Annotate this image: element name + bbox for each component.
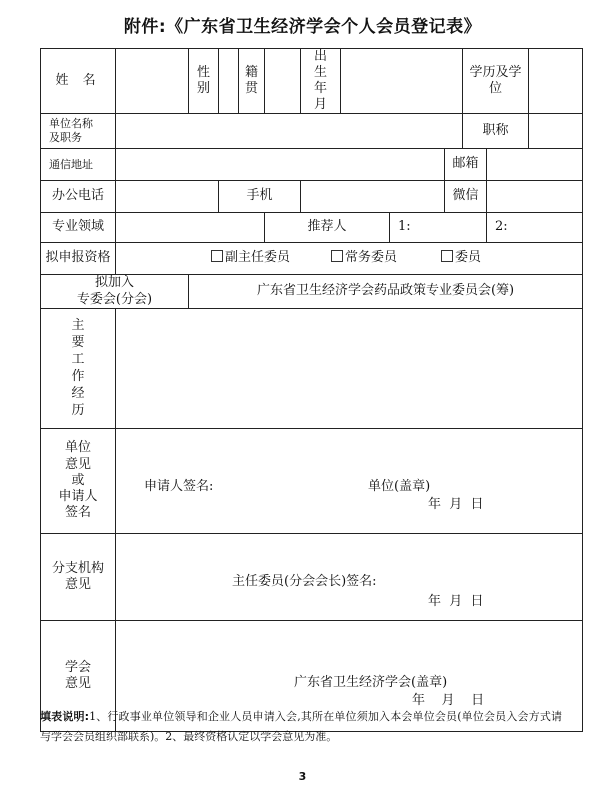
- field-label: 专业领域: [41, 213, 116, 243]
- unit-opinion-line: 或: [71, 472, 85, 488]
- office-phone-label: 办公电话: [41, 181, 116, 213]
- unit-opinion-field[interactable]: [116, 429, 583, 534]
- referrer-label: 推荐人: [265, 213, 390, 243]
- origin-field[interactable]: [265, 49, 301, 114]
- origin-label: 籍贯: [239, 49, 265, 114]
- unit-opinion-label: [41, 429, 116, 534]
- branch-opinion-line: 意见: [65, 577, 92, 592]
- name-label: 姓 名: [41, 49, 116, 114]
- experience-char: 工: [71, 352, 85, 368]
- committee-label-line-1: 拟加入: [95, 275, 135, 291]
- mobile-field[interactable]: [301, 181, 445, 213]
- postcode-field[interactable]: [487, 149, 583, 181]
- birth-field[interactable]: [341, 49, 463, 114]
- option-standing-member-label: 常务委员: [345, 250, 398, 266]
- option-standing-member[interactable]: [331, 250, 441, 266]
- note-text: 1、行政事业单位领导和企业人员申请入会,其所在单位须加入本会单位会员(单位会员入会方式请与学会会员组织部联系)。2、最终资格认定以学会意见为准。: [40, 710, 562, 743]
- address-label: 通信地址: [41, 149, 116, 181]
- option-member[interactable]: [441, 250, 511, 266]
- field-field[interactable]: [116, 213, 265, 243]
- title-field[interactable]: [529, 114, 583, 149]
- wechat-field[interactable]: [487, 181, 583, 213]
- name-field[interactable]: [116, 49, 189, 114]
- postcode-label: 邮箱: [445, 149, 487, 181]
- member-registration-form: [40, 48, 583, 732]
- experience-char: 主: [71, 318, 85, 334]
- unit-opinion-line: 单位: [65, 440, 92, 456]
- experience-char: 要: [71, 335, 85, 351]
- experience-char: 作: [71, 369, 85, 385]
- education-field[interactable]: [529, 49, 583, 114]
- unit-label-line-2: 及职务: [49, 131, 82, 144]
- gender-field[interactable]: [219, 49, 239, 114]
- filling-instructions: [40, 707, 562, 747]
- document-title: 附件:《广东省卫生经济学会个人会员登记表》: [123, 17, 482, 37]
- society-opinion-line: 意见: [65, 676, 92, 691]
- experience-char: 历: [71, 403, 85, 419]
- checkbox-icon: [331, 250, 343, 262]
- society-opinion-line: 学会: [65, 659, 92, 675]
- branch-opinion-line: 分支机构: [52, 560, 105, 576]
- office-phone-field[interactable]: [116, 181, 219, 213]
- committee-value: 广东省卫生经济学会药品政策专业委员会(筹): [189, 275, 583, 309]
- gender-label: 性别: [189, 49, 219, 114]
- experience-label: [41, 309, 116, 429]
- checkbox-icon: [441, 250, 453, 262]
- branch-sign-label: 主任委员(分会会长)签名:: [232, 574, 377, 589]
- branch-opinion-field[interactable]: [116, 534, 583, 621]
- page-number: 3: [298, 770, 307, 783]
- committee-label-line-2: 专委会(分会): [76, 291, 153, 307]
- experience-field[interactable]: [116, 309, 583, 429]
- society-seal-label: 广东省卫生经济学会(盖章): [294, 675, 448, 690]
- committee-label: [41, 275, 189, 309]
- referrer-2-field[interactable]: 2:: [487, 213, 583, 243]
- option-member-label: 委员: [455, 250, 482, 266]
- mobile-label: 手机: [219, 181, 301, 213]
- title-label: 职称: [463, 114, 529, 149]
- branch-opinion-label: [41, 534, 116, 621]
- option-vice-chair-label: 副主任委员: [225, 250, 291, 266]
- experience-char: 经: [71, 386, 85, 402]
- apply-options: [116, 243, 583, 275]
- education-label: 学历及学位: [463, 49, 529, 114]
- unit-label-line-1: 单位名称: [49, 117, 93, 131]
- society-opinion-date: 年 月 日: [412, 693, 485, 708]
- unit-seal-label: 单位(盖章): [368, 479, 431, 494]
- unit-opinion-line: 申请人: [58, 489, 98, 505]
- referrer-1-field[interactable]: 1:: [390, 213, 487, 243]
- unit-field[interactable]: [116, 114, 463, 149]
- apply-label: 拟申报资格: [41, 243, 116, 275]
- option-vice-chair[interactable]: [211, 250, 331, 266]
- unit-opinion-line: 意见: [65, 456, 92, 472]
- checkbox-icon: [211, 250, 223, 262]
- unit-label: [41, 114, 116, 149]
- applicant-sign-label: 申请人签名:: [144, 479, 214, 494]
- wechat-label: 微信: [445, 181, 487, 213]
- birth-label: 出生年月: [301, 49, 341, 114]
- unit-opinion-date: 年 月 日: [428, 497, 484, 512]
- note-heading: 填表说明:: [40, 710, 90, 723]
- experience-label-stack: [70, 317, 86, 419]
- unit-opinion-line: 签名: [65, 505, 92, 521]
- address-field[interactable]: [116, 149, 445, 181]
- branch-opinion-date: 年 月 日: [428, 594, 484, 609]
